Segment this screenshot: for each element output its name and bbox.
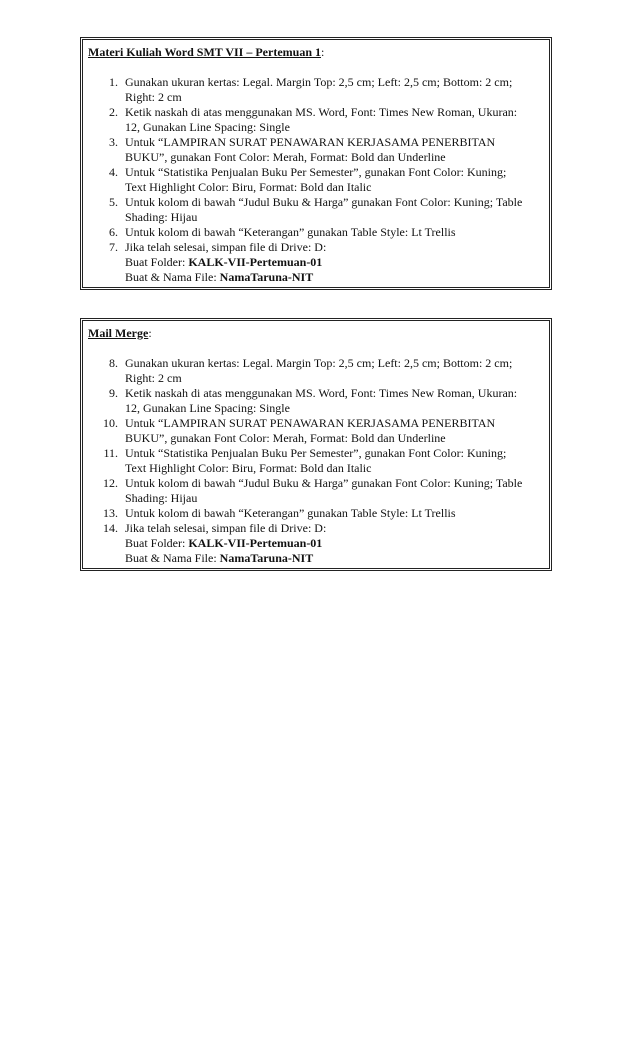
item-text: Untuk “LAMPIRAN SURAT PENAWARAN KERJASAMA PENERBITAN — [125, 416, 496, 430]
instruction-box-1 — [80, 37, 552, 290]
item-text: Untuk “LAMPIRAN SURAT PENAWARAN KERJASAMA PENERBITAN — [125, 135, 496, 149]
item-text: Right: 2 cm — [125, 90, 182, 104]
item-number: 10. — [103, 416, 118, 430]
item-text: Ketik naskah di atas menggunakan MS. Word, Font: Times New Roman, Ukuran: — [125, 386, 518, 400]
item-text: BUKU”, gunakan Font Color: Merah, Format: Bold dan Underline — [125, 150, 446, 164]
list-item — [88, 75, 543, 105]
list-item — [88, 240, 543, 285]
section-title: Mail Merge — [88, 326, 149, 340]
item-number: 6. — [109, 225, 118, 239]
item-text: Untuk kolom di bawah “Keterangan” gunakan Table Style: Lt Trellis — [125, 225, 456, 239]
item-text: Untuk “Statistika Penjualan Buku Per Semester”, gunakan Font Color: Kuning; — [125, 165, 507, 179]
file-value: NamaTaruna-NIT — [219, 270, 314, 284]
folder-label: Buat Folder: — [125, 255, 189, 269]
item-number: 13. — [103, 506, 118, 520]
folder-line — [125, 536, 543, 551]
instruction-list — [88, 75, 543, 285]
item-text: BUKU”, gunakan Font Color: Merah, Format: Bold dan Underline — [125, 431, 446, 445]
item-number: 5. — [109, 195, 118, 209]
item-number: 2. — [109, 105, 118, 119]
item-text: 12, Gunakan Line Spacing: Single — [125, 120, 290, 134]
folder-value: KALK-VII-Pertemuan-01 — [188, 536, 323, 550]
item-number: 11. — [103, 446, 118, 460]
list-item — [88, 165, 543, 195]
item-text: Untuk kolom di bawah “Judul Buku & Harga” gunakan Font Color: Kuning; Table — [125, 195, 523, 209]
list-item — [88, 521, 543, 566]
item-number: 3. — [109, 135, 118, 149]
item-number: 1. — [109, 75, 118, 89]
item-number: 12. — [103, 476, 118, 490]
folder-label: Buat Folder: — [125, 536, 189, 550]
section-heading — [88, 45, 543, 60]
file-value: NamaTaruna-NIT — [219, 551, 314, 565]
list-item — [88, 135, 543, 165]
item-text: Text Highlight Color: Biru, Format: Bold dan Italic — [125, 461, 372, 475]
item-text: Jika telah selesai, simpan file di Drive: D: — [125, 240, 327, 254]
folder-value: KALK-VII-Pertemuan-01 — [188, 255, 323, 269]
instruction-list — [88, 356, 543, 566]
file-label: Buat & Nama File: — [125, 551, 220, 565]
item-number: 9. — [109, 386, 118, 400]
list-item — [88, 225, 543, 240]
item-text: Untuk kolom di bawah “Keterangan” gunakan Table Style: Lt Trellis — [125, 506, 456, 520]
section-title: Materi Kuliah Word SMT VII – Pertemuan 1 — [88, 45, 322, 59]
item-text: 12, Gunakan Line Spacing: Single — [125, 401, 290, 415]
file-line — [125, 270, 543, 285]
instruction-box-2 — [80, 318, 552, 571]
item-text: Text Highlight Color: Biru, Format: Bold dan Italic — [125, 180, 372, 194]
item-text: Shading: Hijau — [125, 491, 198, 505]
item-number: 14. — [103, 521, 118, 535]
list-item — [88, 356, 543, 386]
item-text: Untuk kolom di bawah “Judul Buku & Harga” gunakan Font Color: Kuning; Table — [125, 476, 523, 490]
item-text: Shading: Hijau — [125, 210, 198, 224]
item-text: Untuk “Statistika Penjualan Buku Per Semester”, gunakan Font Color: Kuning; — [125, 446, 507, 460]
item-number: 8. — [109, 356, 118, 370]
list-item — [88, 195, 543, 225]
list-item — [88, 446, 543, 476]
list-item — [88, 105, 543, 135]
section-heading — [88, 326, 543, 341]
folder-line — [125, 255, 543, 270]
file-label: Buat & Nama File: — [125, 270, 220, 284]
item-number: 7. — [109, 240, 118, 254]
list-item — [88, 506, 543, 521]
item-text: Jika telah selesai, simpan file di Drive: D: — [125, 521, 327, 535]
item-text: Right: 2 cm — [125, 371, 182, 385]
item-number: 4. — [109, 165, 118, 179]
list-item — [88, 386, 543, 416]
item-text: Gunakan ukuran kertas: Legal. Margin Top: 2,5 cm; Left: 2,5 cm; Bottom: 2 cm; — [125, 75, 513, 89]
section-title-colon: : — [321, 45, 325, 59]
item-text: Gunakan ukuran kertas: Legal. Margin Top: 2,5 cm; Left: 2,5 cm; Bottom: 2 cm; — [125, 356, 513, 370]
item-text: Ketik naskah di atas menggunakan MS. Word, Font: Times New Roman, Ukuran: — [125, 105, 518, 119]
section-title-colon: : — [148, 326, 152, 340]
file-line — [125, 551, 543, 566]
list-item — [88, 476, 543, 506]
list-item — [88, 416, 543, 446]
